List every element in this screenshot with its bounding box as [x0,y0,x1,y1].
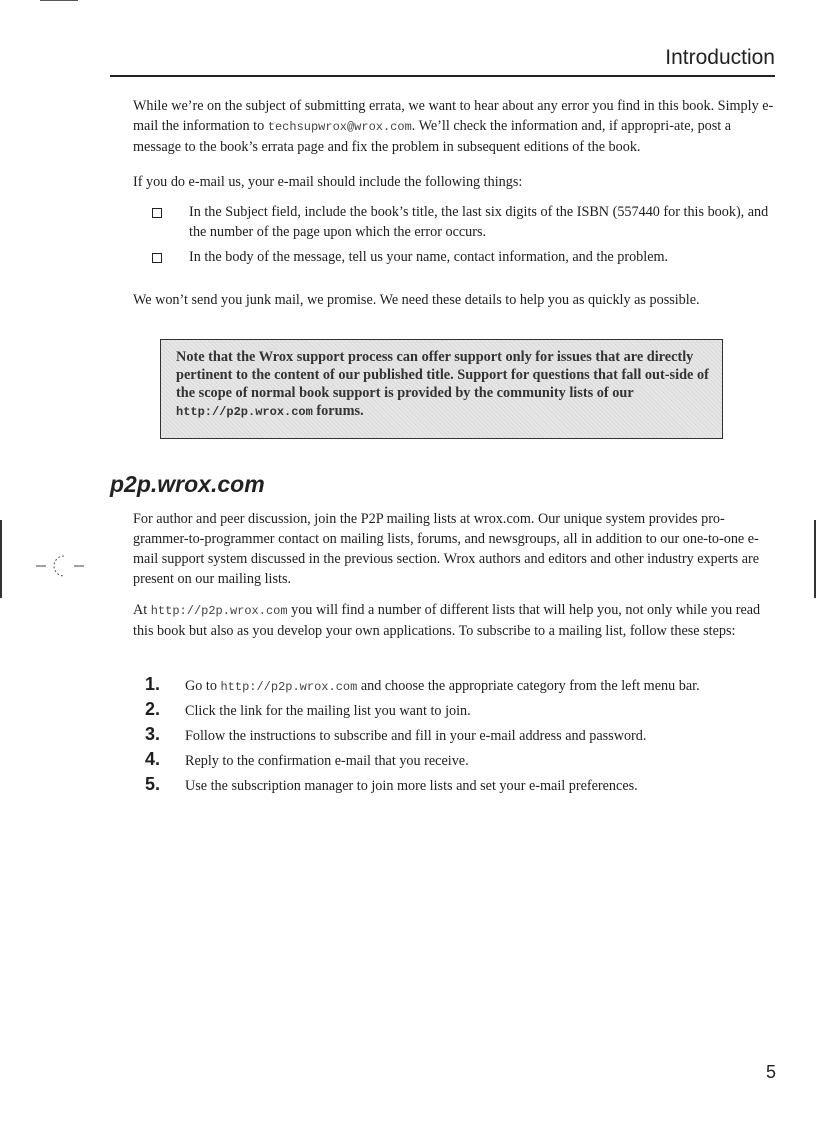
p2p-url-link[interactable]: http://p2p.wrox.com [150,604,288,618]
errata-text-start: While we’re on the subject of submitting errata, we want to hear about any error you find in this book. Simply e-mail the information to [133,98,774,134]
checkbox-bullet-icon [152,208,162,218]
step-text: Reply to the confirmation e-mail that you receive. [185,753,469,769]
header-rule [110,75,775,77]
list-item [150,202,775,242]
list-item-text: In the body of the message, tell us your name, contact information, and the problem. [189,249,669,265]
step-text-start: Go to [185,678,221,694]
step-text: Follow the instructions to subscribe and fill in your e-mail address and password. [185,728,647,744]
p2p-lists-paragraph [133,600,775,641]
step-item [133,774,775,799]
email-intro-paragraph: If you do e-mail us, your e-mail should include the following things: [133,174,523,190]
running-header-title: Introduction [665,46,775,69]
step-text: Click the link for the mailing list you want to join. [185,703,471,719]
step-number: 2. [145,699,161,719]
step-item [133,674,775,699]
step-item [133,699,775,724]
step-item [133,724,775,749]
errata-paragraph [133,96,775,157]
checkbox-bullet-icon [152,253,162,263]
page-number: 5 [765,1062,776,1082]
list-item [150,247,775,267]
note-text [176,348,716,421]
registration-mark-icon [36,548,84,584]
subscribe-steps-list [133,674,775,799]
step-text-end: and choose the appropriate category from the left menu bar. [357,678,700,694]
step-text: Use the subscription manager to join more lists and set your e-mail preferences. [185,778,638,794]
step-number: 4. [145,749,161,769]
left-edge-bar [0,520,2,598]
junk-mail-paragraph: We won’t send you junk mail, we promise. We need these details to help you as quickly as possible. [133,292,700,308]
email-requirements-list [150,202,775,272]
step-text [185,676,700,697]
step-number: 5. [145,774,161,794]
section-heading: p2p.wrox.com [110,471,265,497]
step-number: 3. [145,724,161,744]
corner-mark-line [40,0,78,1]
step-url-link[interactable]: http://p2p.wrox.com [220,680,358,694]
step-number: 1. [145,674,161,694]
step-item [133,749,775,774]
p2p-intro-paragraph: For author and peer discussion, join the P2P mailing lists at wrox.com. Our unique system provides pro-grammer-to-programmer contact on mailing lists, forums, and newsgroups, all in addition to our one-to-one e-mail support system discussed in the previous section. Wrox authors and editors and other industry experts are present on our mailing lists. [133,511,760,587]
p2p-text-end: you will find a number of different lists that will help you, not only while you read this book but also as you develop your own applications. To subscribe to a mailing list, follow these steps: [133,602,761,639]
p2p-text-start: At [133,602,151,618]
support-email-link[interactable]: techsupwrox@wrox.com [267,120,412,134]
note-forum-link[interactable]: http://p2p.wrox.com [176,405,313,419]
list-item-text: In the Subject field, include the book’s title, the last six digits of the ISBN (557440 for this book), and the number of the page upon which the error occurs. [189,204,769,240]
note-body: Note that the Wrox support process can offer support only for issues that are directly pertinent to the content of our published title. Support for questions that fall out-side of the scope of normal book support is provided by the community lists of our [176,349,709,401]
note-suffix: forums. [312,403,364,419]
errata-text-end: . We’ll check the information and, if appropri-ate, post a message to the book’s errata page and fix the problem in subsequent editions of the book. [133,118,732,155]
